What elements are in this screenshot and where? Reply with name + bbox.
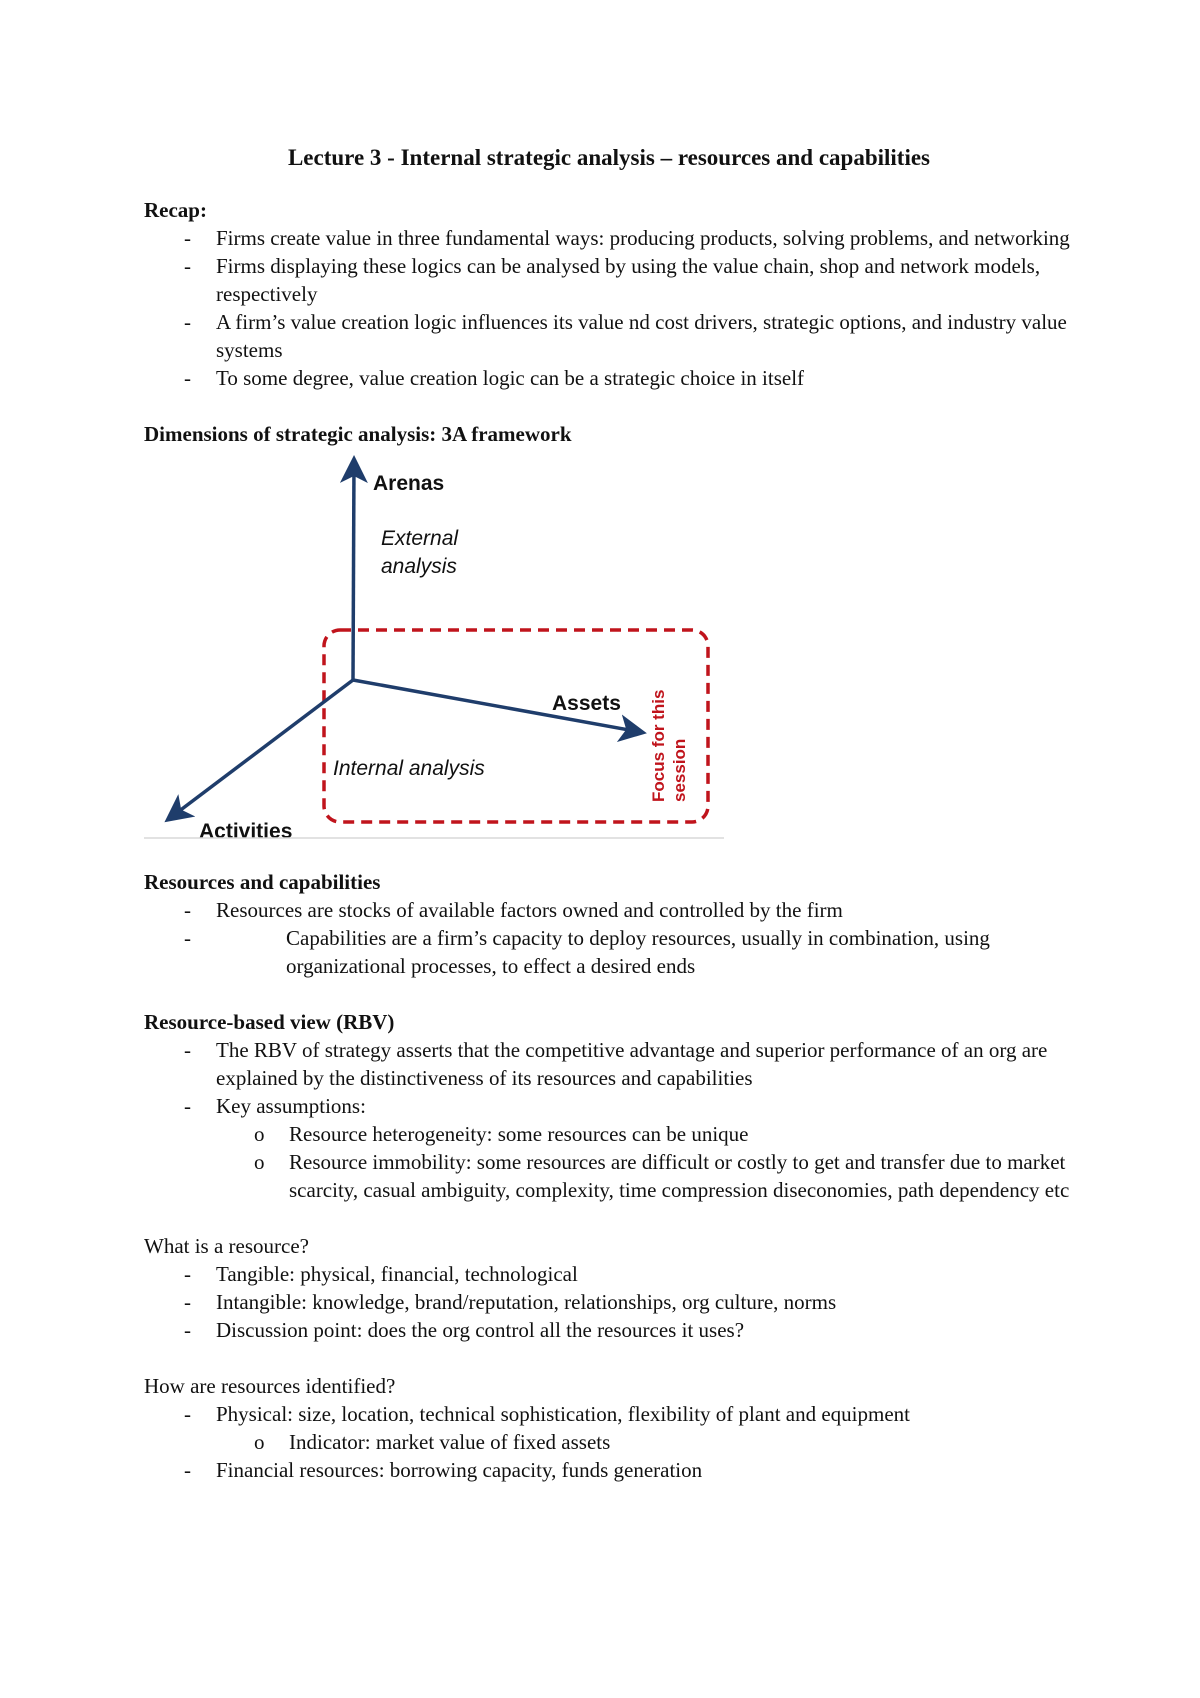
external-analysis-line1: External <box>381 527 459 550</box>
list-item-text: Key assumptions: <box>216 1094 366 1118</box>
list-item: - Tangible: physical, financial, technological <box>144 1260 1074 1288</box>
arenas-label: Arenas <box>373 472 445 495</box>
list-item: - Resources are stocks of available factors owned and controlled by the firm <box>144 896 1074 924</box>
rbv-list <box>144 1036 1074 1204</box>
sub-list-item: o Resource immobility: some resources are difficult or costly to get and transfer due to market scarcity, casual ambiguity, complexity, time compression diseconomies, path dependency etc <box>216 1148 1074 1204</box>
list-item: - Discussion point: does the org control all the resources it uses? <box>144 1316 1074 1344</box>
assets-label: Assets <box>552 692 621 715</box>
list-item <box>144 1092 1074 1204</box>
3a-framework-diagram <box>144 450 724 840</box>
list-item: - Intangible: knowledge, brand/reputation, relationships, org culture, norms <box>144 1288 1074 1316</box>
recap-heading: Recap: <box>144 198 207 222</box>
list-item: - Firms create value in three fundamental ways: producing products, solving problems, and networking <box>144 224 1074 252</box>
sub-list-item: o Resource heterogeneity: some resources can be unique <box>216 1120 1074 1148</box>
rbv-heading: Resource-based view (RBV) <box>144 1010 395 1034</box>
indicator-list <box>216 1428 1074 1456</box>
activities-label: Activities <box>199 820 293 840</box>
list-item: - The RBV of strategy asserts that the competitive advantage and superior performance of an org are explained by the distinctiveness of its resources and capabilities <box>144 1036 1074 1092</box>
arenas-axis <box>353 462 354 680</box>
list-item-text: Physical: size, location, technical sophistication, flexibility of plant and equipment <box>216 1402 911 1426</box>
list-item: - Firms displaying these logics can be analysed by using the value chain, shop and network models, respectively <box>144 252 1074 308</box>
what-resource-list <box>144 1260 1074 1344</box>
how-identified-heading: How are resources identified? <box>144 1374 396 1398</box>
resources-capabilities-list <box>144 896 1074 980</box>
assumptions-list <box>216 1120 1074 1204</box>
sub-list-item: o Indicator: market value of fixed assets <box>216 1428 1074 1456</box>
document-content <box>144 142 1074 1484</box>
internal-analysis-label: Internal analysis <box>333 757 485 780</box>
focus-label-line1: Focus for this <box>649 689 668 802</box>
what-resource-heading: What is a resource? <box>144 1234 309 1258</box>
list-item: - Capabilities are a firm’s capacity to deploy resources, usually in combination, using organizational processes, to effect a desired ends <box>144 924 1074 980</box>
focus-label-line2: session <box>670 738 689 802</box>
page-title: Lecture 3 - Internal strategic analysis – resources and capabilities <box>287 145 931 170</box>
external-analysis-line2: analysis <box>381 555 457 578</box>
how-identified-list <box>144 1400 1074 1484</box>
list-item: - To some degree, value creation logic can be a strategic choice in itself <box>144 364 1074 392</box>
framework-heading: Dimensions of strategic analysis: 3A framework <box>144 422 572 446</box>
list-item: - Financial resources: borrowing capacity, funds generation <box>144 1456 1074 1484</box>
list-item <box>144 1400 1074 1456</box>
recap-list <box>144 224 1074 392</box>
resources-capabilities-heading: Resources and capabilities <box>144 870 381 894</box>
list-item: - A firm’s value creation logic influences its value nd cost drivers, strategic options, and industry value systems <box>144 308 1074 364</box>
